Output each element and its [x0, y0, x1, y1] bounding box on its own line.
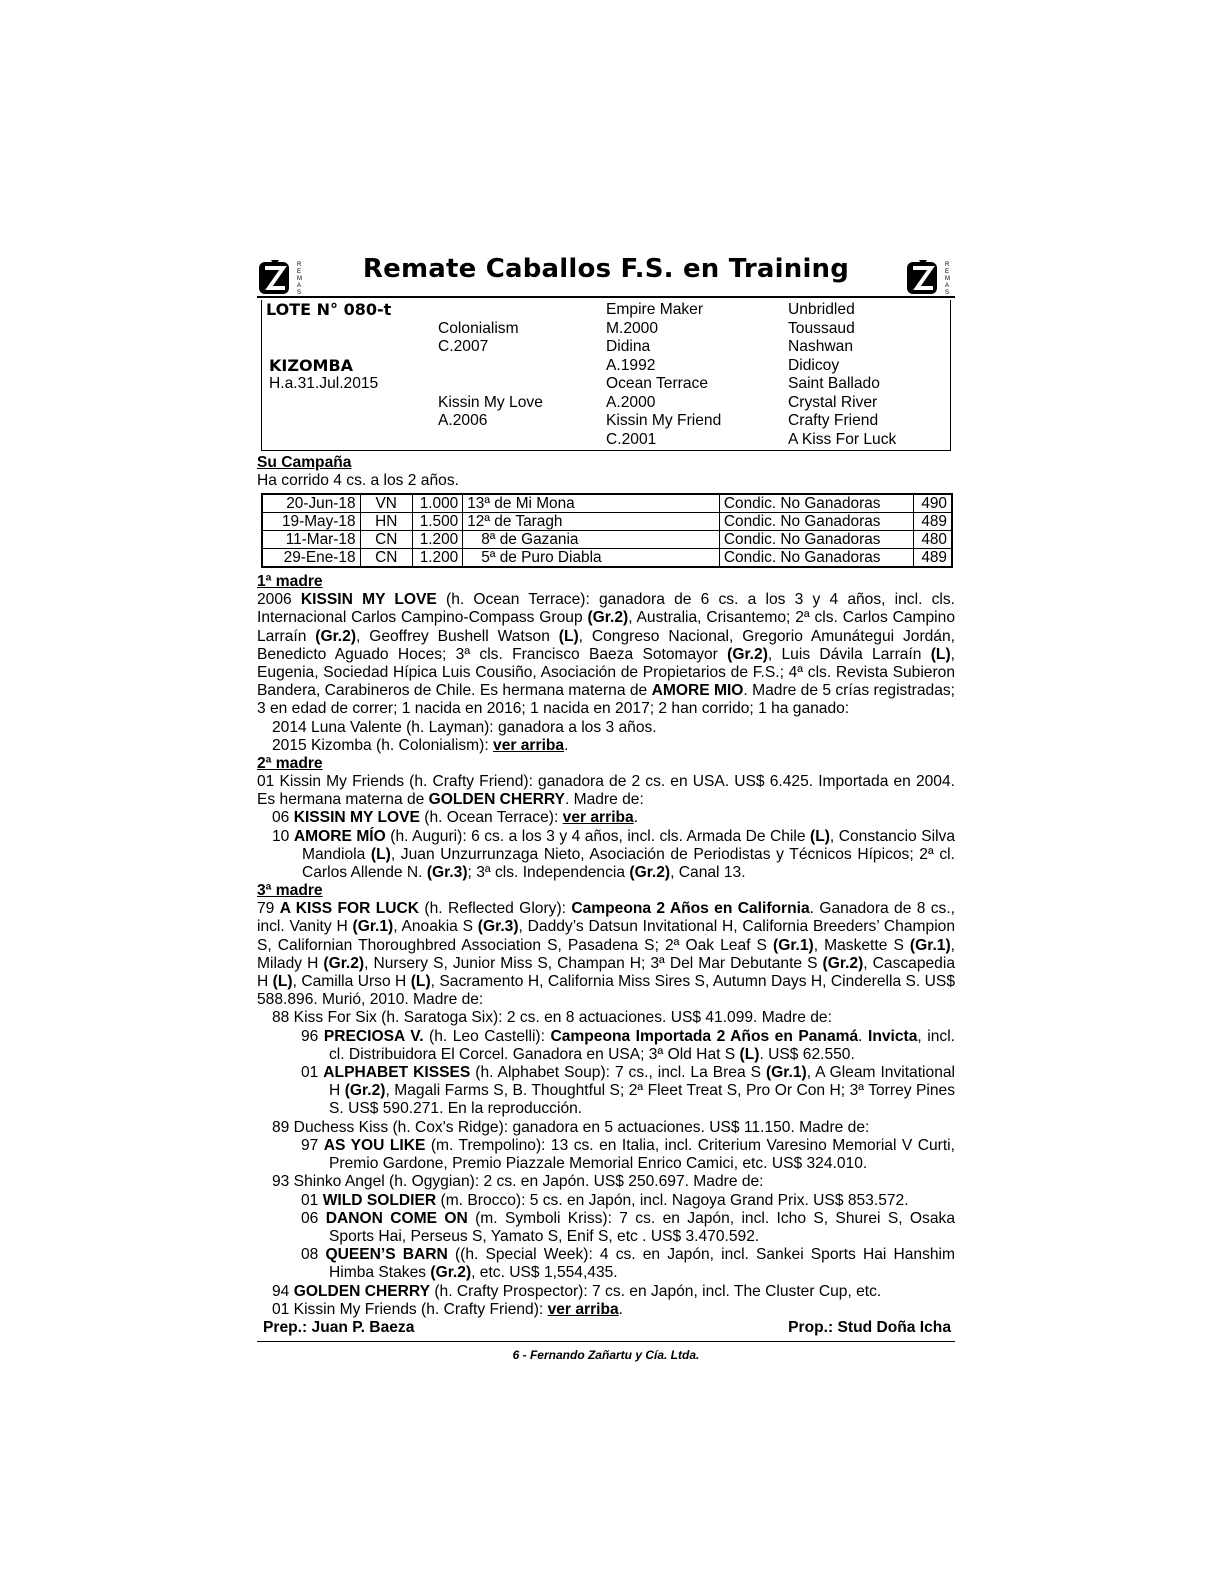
page-number: 6 - Fernando Zañartu y Cía. Ltda.: [512, 1347, 700, 1362]
grand-offspring-entry: 01 ALPHABET KISSES (h. Alphabet Soup): 7 cs., incl. La Brea S (Gr.1), A Gleam Invitational H (Gr.2), Magali Farms S, B. Thoughtful S; 2ª Fleet Treat S, Pro Or Con H; 3ª Torrey Pines S. US$ 590.271. En la reproducción.: [301, 1064, 956, 1118]
offspring-entry: 88 Kiss For Six (h. Saratoga Six): 2 cs. en 8 actuaciones. US$ 41.099. Madre de:: [272, 1009, 832, 1027]
second-dam-heading: 2ª madre: [257, 755, 323, 773]
ver-arriba-link: ver arriba: [562, 809, 634, 827]
table-cell: 1.000: [412, 494, 462, 513]
table-cell: HN: [360, 513, 412, 531]
table-cell: Condic. No Ganadoras: [719, 494, 913, 513]
ver-arriba-link: ver arriba: [493, 736, 565, 754]
third-dam-text: 79 A KISS FOR LUCK (h. Reflected Glory): Campeona 2 Años en California. Ganadora de 8 cs., incl. Vanity H (Gr.1), Anoakia S (Gr.3), Daddy’s Datsun Invitational H, California Breeders’ Champion S, Californian Thoroughbred Association S, Pasadena S; 2ª Oak Leaf S (Gr.1), Maskette S (Gr.1), Milady H (Gr.2), Nursery S, Junior Miss S, Champan H; 3ª Del Mar Debutante S (Gr.2), Cascapedia H (L), Camilla Urso H (L), Sacramento H, California Miss Sires S, Autumn Days H, Cinderella S. US$ 588.896. Murió, 2010. Madre de:: [257, 900, 956, 1009]
grandparent-year: M.2000: [606, 320, 659, 337]
table-cell: VN: [360, 494, 412, 513]
table-cell: 480: [913, 531, 952, 549]
table-cell: CN: [360, 531, 412, 549]
first-dam-heading: 1ª madre: [257, 573, 323, 591]
footer-rule: [257, 1341, 955, 1342]
lot-number: LOTE N° 080-t: [266, 300, 392, 319]
grandparent-year: A.2000: [606, 394, 656, 411]
table-cell: CN: [360, 549, 412, 568]
great-grandparent: A Kiss For Luck: [788, 431, 897, 448]
offspring-entry: 06 KISSIN MY LOVE (h. Ocean Terrace): ver arriba.: [272, 809, 639, 827]
second-dam-text: 01 Kissin My Friends (h. Crafty Friend): ganadora de 2 cs. en USA. US$ 6.425. Importada en 2004. Es hermana materna de GOLDEN CHERRY. Madre de:: [257, 773, 955, 809]
campaign-table: [261, 493, 953, 568]
first-dam-section: [257, 573, 955, 755]
page-title: Remate Caballos F.S. en Training: [362, 254, 850, 284]
campaign-heading: Su Campaña: [257, 454, 352, 471]
offspring-entry: 10 AMORE MÍO (h. Auguri): 6 cs. a los 3 y 4 años, incl. cls. Armada De Chile (L), Constancio Silva Mandiola (L), Juan Unzurrunzaga Nieto, Asociación de Periodistas y Técnicos Hípicos; 2ª cl. Carlos Allende N. (Gr.3); 3ª cls. Independencia (Gr.2), Canal 13.: [272, 827, 955, 882]
table-cell: 12ª de Taragh: [463, 513, 720, 531]
svg-text:E: E: [297, 269, 302, 275]
svg-text:M: M: [945, 276, 950, 282]
grand-offspring-entry: 06 DANON COME ON (m. Symboli Kriss): 7 cs. en Japón, incl. Icho S, Shurei S, Osaka Sports Hai, Perseus S, Yamato S, Enif S, etc . US$ 3.470.592.: [301, 1209, 955, 1245]
third-dam-section: [257, 882, 955, 1319]
great-grandparent: Didicoy: [788, 357, 840, 374]
offspring-entry: 94 GOLDEN CHERRY (h. Crafty Prospector): 7 cs. en Japón, incl. The Cluster Cup, etc.: [272, 1282, 882, 1300]
table-row: [262, 513, 952, 531]
great-grandparent: Crafty Friend: [788, 412, 879, 429]
offspring-entry: 93 Shinko Angel (h. Ogygian): 2 cs. en Japón. US$ 250.697. Madre de:: [272, 1173, 764, 1191]
table-row: [262, 494, 952, 513]
great-grandparent: Unbridled: [788, 301, 855, 318]
table-cell: 11-Mar-18: [262, 531, 360, 549]
grandparent: Didina: [606, 338, 651, 355]
preparer: Prep.: Juan P. Baeza: [263, 1318, 415, 1336]
table-cell: 490: [913, 494, 952, 513]
grand-offspring-entry: 97 AS YOU LIKE (m. Trempolino): 13 cs. en Italia, incl. Criterium Varesino Memorial V Curti, Premio Gardone, Premio Piazzale Memorial Enrico Camici, etc. US$ 324.010.: [301, 1136, 955, 1173]
table-cell: Condic. No Ganadoras: [719, 531, 913, 549]
svg-text:R: R: [945, 262, 950, 268]
catalog-page: [257, 252, 955, 1362]
ver-arriba-link: ver arriba: [547, 1300, 619, 1318]
dam: Kissin My Love: [438, 394, 543, 411]
grand-offspring-entry: 96 PRECIOSA V. (h. Leo Castelli): Campeona Importada 2 Años en Panamá. Invicta, incl. cl. Distribuidora El Corcel. Ganadora en USA; 3ª Old Hat S (L). US$ 62.550.: [301, 1027, 955, 1063]
offspring-entry: 2015 Kizomba (h. Colonialism): ver arriba.: [272, 736, 569, 754]
sire-year: C.2007: [438, 338, 489, 355]
great-grandparent: Crystal River: [788, 394, 878, 411]
first-dam-text: 2006 KISSIN MY LOVE (h. Ocean Terrace): ganadora de 6 cs. a los 3 y 4 años, incl. cls. Internacional Carlos Campino-Compass Group (Gr.2), Australia, Crisantemo; 2ª cls. Carlos Campino Larraín (Gr.2), Geoffrey Bushell Watson (L), Congreso Nacional, Gregorio Amunátegui Jordán, Benedicto Aguado Hoces; 3ª cls. Francisco Baeza Sotomayor (Gr.2), Luis Dávila Larraín (L), Eugenia, Sociedad Hípica Luis Cousiño, Asociación de Propietarios de F.S.; 4ª cls. Revista Subieron Bandera, Carabineros de Chile. Es hermana materna de AMORE MIO. Madre de 5 crías registradas; 3 en edad de correr; 1 nacida en 2016; 1 nacida en 2017; 2 han corrido; 1 ha ganado:: [257, 591, 955, 718]
grandparent-year: A.1992: [606, 357, 656, 374]
table-cell: 13ª de Mi Mona: [463, 494, 720, 513]
third-dam-heading: 3ª madre: [257, 882, 323, 900]
grand-offspring-entry: 01 WILD SOLDIER (m. Brocco): 5 cs. en Japón, incl. Nagoya Grand Prix. US$ 853.572.: [301, 1191, 909, 1209]
campaign-section: [257, 454, 955, 568]
table-cell: 489: [913, 549, 952, 568]
table-cell: 489: [913, 513, 952, 531]
remates-logo-icon: [905, 256, 955, 296]
table-cell: 1.200: [412, 531, 462, 549]
table-cell: Condic. No Ganadoras: [719, 549, 913, 568]
sire: Colonialism: [438, 320, 519, 337]
table-cell: 1.200: [412, 549, 462, 568]
second-dam-section: [257, 755, 955, 882]
svg-text:R: R: [297, 262, 302, 268]
svg-text:S: S: [297, 290, 302, 296]
horse-name: KIZOMBA: [269, 356, 354, 375]
svg-text:A: A: [297, 283, 302, 289]
table-cell: 29-Ene-18: [262, 549, 360, 568]
offspring-entry: 2014 Luna Valente (h. Layman): ganadora a los 3 años.: [272, 718, 657, 736]
page-header: [257, 252, 955, 300]
horse-birth: H.a.31.Jul.2015: [269, 375, 379, 392]
great-grandparent: Toussaud: [788, 320, 855, 337]
svg-text:E: E: [945, 269, 950, 275]
table-cell: 8ª de Gazania: [463, 531, 720, 549]
great-grandparent: Nashwan: [788, 338, 854, 355]
grandparent: Kissin My Friend: [606, 412, 722, 429]
grandparent: Ocean Terrace: [606, 375, 708, 392]
table-cell: 19-May-18: [262, 513, 360, 531]
grandparent-year: C.2001: [606, 431, 657, 448]
grand-offspring-entry: 08 QUEEN’S BARN ((h. Special Week): 4 cs. en Japón, incl. Sankei Sports Hai Hanshim Himba Stakes (Gr.2), etc. US$ 1,554,435.: [301, 1246, 955, 1282]
table-cell: 1.500: [412, 513, 462, 531]
pedigree-box: [261, 300, 951, 451]
dam-year: A.2006: [438, 412, 488, 429]
table-cell: 20-Jun-18: [262, 494, 360, 513]
page-footer: [257, 1319, 955, 1339]
table-cell: 5ª de Puro Diabla: [463, 549, 720, 568]
offspring-entry: 89 Duchess Kiss (h. Cox's Ridge): ganadora en 5 actuaciones. US$ 11.150. Madre de:: [272, 1118, 870, 1136]
table-row: [262, 549, 952, 568]
great-grandparent: Saint Ballado: [788, 375, 880, 392]
grandparent: Empire Maker: [606, 301, 704, 318]
offspring-entry: 01 Kissin My Friends (h. Crafty Friend): ver arriba.: [272, 1300, 624, 1318]
header-rule: [257, 296, 955, 298]
table-row: [262, 531, 952, 549]
table-cell: Condic. No Ganadoras: [719, 513, 913, 531]
svg-text:A: A: [945, 283, 950, 289]
owner: Prop.: Stud Doña Icha: [788, 1318, 951, 1336]
svg-text:M: M: [297, 276, 302, 282]
svg-text:S: S: [945, 290, 950, 296]
campaign-summary: Ha corrido 4 cs. a los 2 años.: [257, 472, 459, 489]
